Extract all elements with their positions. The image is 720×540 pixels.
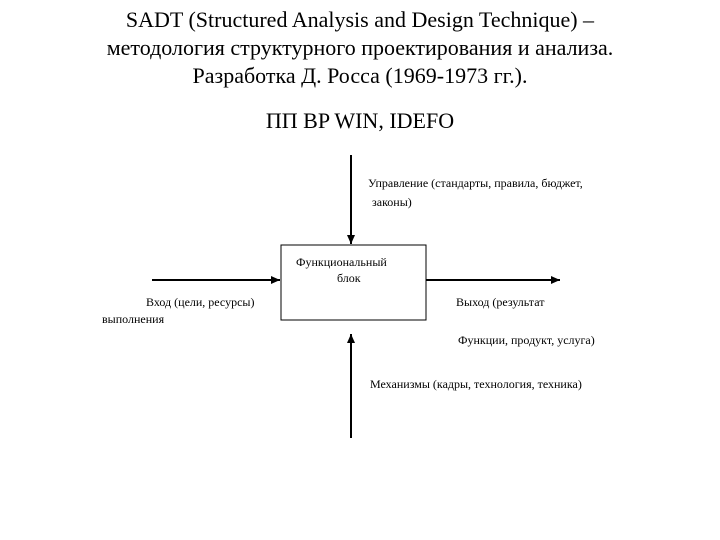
title-line-1: SADT (Structured Analysis and Design Technique) – (125, 7, 595, 32)
slide-subtitle: ПП BP WIN, IDEFO (265, 108, 455, 133)
block-label-line-2: блок (337, 271, 361, 285)
block-label-line-1: Функциональный (296, 255, 387, 269)
mechanism-label: Механизмы (кадры, технология, техника) (370, 377, 582, 391)
output-label-line-2: Функции, продукт, услуга) (458, 333, 595, 347)
input-label-line-1: Вход (цели, ресурсы) (146, 295, 255, 309)
control-label-line-2: законы) (372, 195, 412, 209)
title-line-3: Разработка Д. Росса (1969-1973 гг.). (192, 63, 528, 88)
control-label-line-1: Управление (стандарты, правила, бюджет, (368, 176, 583, 190)
title-line-2: методология структурного проектирования и анализа. (106, 35, 614, 60)
input-label-line-2: выполнения (102, 312, 165, 326)
output-label-line-1: Выход (результат (456, 295, 545, 309)
